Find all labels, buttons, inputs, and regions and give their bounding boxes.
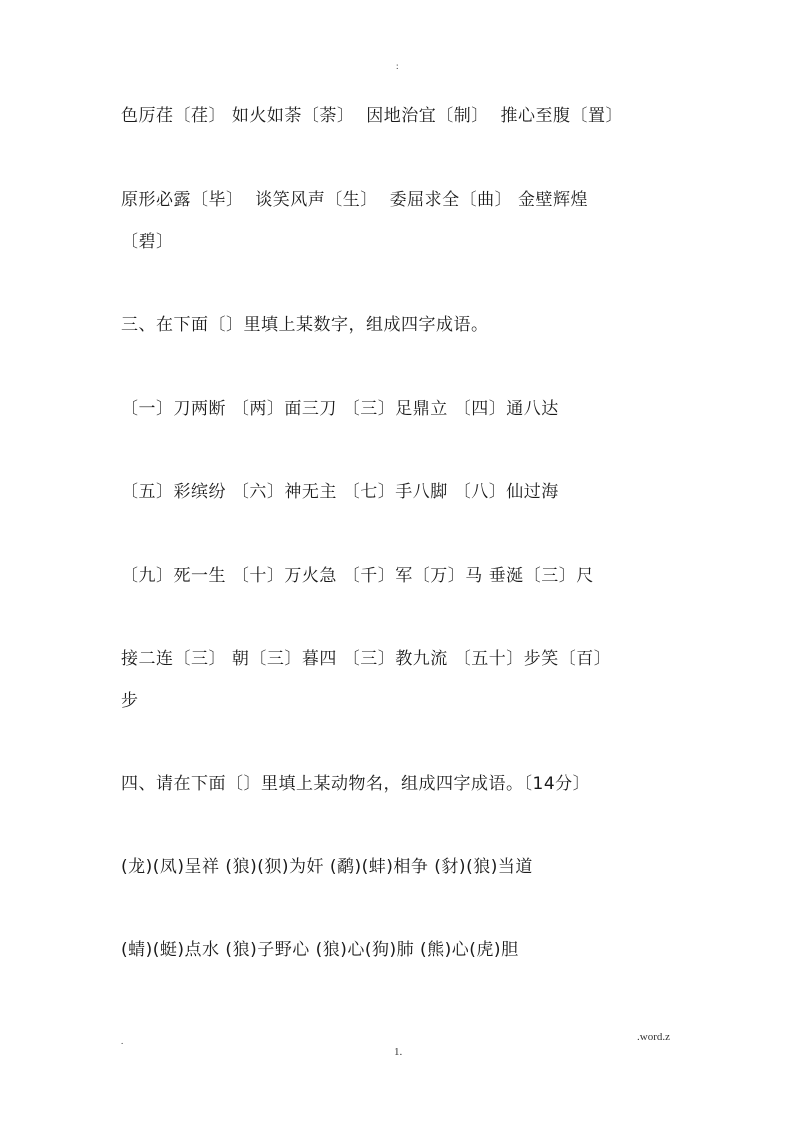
number-idiom-row-4-continued: 步: [121, 691, 139, 711]
animal-idiom-row-2: (蜻)(蜓)点水 (狼)子野心 (狼)心(狗)肺 (熊)心(虎)胆: [121, 940, 519, 960]
section-four-heading: 四、请在下面〔〕里填上某动物名，组成四字成语。〔14分〕: [121, 774, 591, 794]
number-idiom-row-3: 〔九〕死一生 〔十〕万火急 〔千〕军〔万〕马 垂涎〔三〕尺: [121, 566, 594, 586]
page-number: 1.: [394, 1046, 403, 1058]
idiom-correction-line-2: 原形必露〔毕〕 谈笑风声〔生〕 委屈求全〔曲〕 金壁辉煌: [121, 190, 589, 210]
idiom-correction-line-2-continued: 〔碧〕: [121, 232, 174, 252]
header-mark: :: [396, 61, 399, 71]
section-three-heading: 三、在下面〔〕里填上某数字，组成四字成语。: [121, 315, 489, 335]
footer-source-text: .word.z: [637, 1031, 670, 1043]
number-idiom-row-4: 接二连〔三〕 朝〔三〕暮四 〔三〕教九流 〔五十〕步笑〔百〕: [121, 649, 612, 669]
number-idiom-row-2: 〔五〕彩缤纷 〔六〕神无主 〔七〕手八脚 〔八〕仙过海: [121, 482, 559, 502]
animal-idiom-row-1: (龙)(凤)呈祥 (狼)(狈)为奸 (鹬)(蚌)相争 (豺)(狼)当道: [121, 857, 533, 877]
number-idiom-row-1: 〔一〕刀两断 〔两〕面三刀 〔三〕足鼎立 〔四〕通八达: [121, 399, 559, 419]
footer-left-mark: .: [121, 1036, 124, 1046]
idiom-correction-line-1: 色厉荏〔荏〕 如火如荼〔荼〕 因地治宜〔制〕 推心至腹〔置〕: [121, 106, 624, 126]
